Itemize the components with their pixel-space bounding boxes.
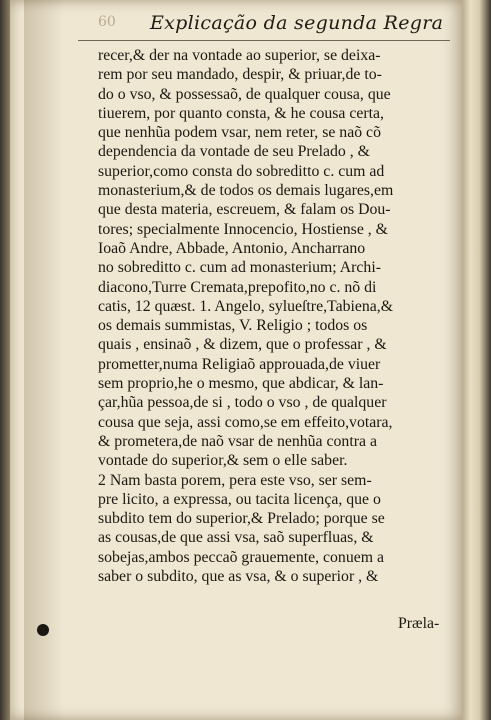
text-line: 2 Nam basta porem, pera este vso, ser sem- [98,471,372,489]
worm-hole [37,624,49,636]
text-line: do o vso, & possessaõ, de qualquer cousa, que [98,85,391,103]
text-line: pre licito, a expressa, ou tacita licença, que o [98,490,381,508]
text-line: no sobreditto c. cum ad monasterium; Archi- [98,259,381,277]
header-rule [78,40,450,41]
text-line: subdito tem do superior,& Prelado; porque se [98,510,385,528]
book-gutter-left [0,0,10,720]
text-line: quais , ensinaõ , & dizem, que o professar , & [98,336,387,354]
text-line: monasterium,& de todos os demais lugares,em [98,182,394,200]
text-line: os demais summistas, V. Religio ; todos os [98,317,368,335]
text-line: catis, 12 quæst. 1. Angelo, sylueſtre,Tabiena,& [98,297,394,315]
body-text [98,46,448,586]
running-title: Explicação da segunda Regra [150,12,444,34]
text-line: diacono,Turre Cremata,prepofito,no c. nõ di [98,278,377,296]
text-line: tiuerem, por quanto consta, & he cousa certa, [98,104,384,122]
text-line: sobejas,ambos peccaõ grauemente, conuem a [98,548,384,566]
book-page-edge-right [462,0,491,720]
text-line: superior,como consta do sobreditto c. cum ad [98,162,385,180]
catchword: Præla- [398,615,440,632]
text-line: que nenhũa podem vsar, nem reter, se naõ cõ [98,124,381,142]
text-line: recer,& der na vontade ao superior, se deixa- [98,47,381,64]
text-line: dependencia da vontade de seu Prelado , & [98,143,370,161]
text-line: vontade do superior,& sem o elle saber. [98,452,348,470]
text-line: prometter,numa Religiaõ approuada,de viuer [98,355,381,373]
text-line: & prometera,de naõ vsar de nenhũa contra a [98,432,377,450]
text-line: rem por seu mandado, despir, & priuar,de to- [98,66,382,84]
text-line: saber o subdito, que as vsa, & o superior , & [98,568,379,586]
text-line: as cousas,de que assi vsa, saõ superfluas, & [98,529,374,547]
text-line: que desta materia, escreuem, & falam os Dou- [98,201,391,219]
page-number: 60 [98,14,116,30]
text-line: çar,hũa pessoa,de si , todo o vso , de qualquer [98,394,387,412]
text-line: cousa que seja, assi como,se em effeito,votara, [98,413,393,431]
text-line: sem proprio,he o mesmo, que abdicar, & lan- [98,375,384,393]
page-stain [24,0,64,720]
text-line: Ioaõ Andre, Abbade, Antonio, Ancharrano [98,239,366,257]
text-line: tores; specialmente Innocencio, Hostiense , & [98,220,388,238]
